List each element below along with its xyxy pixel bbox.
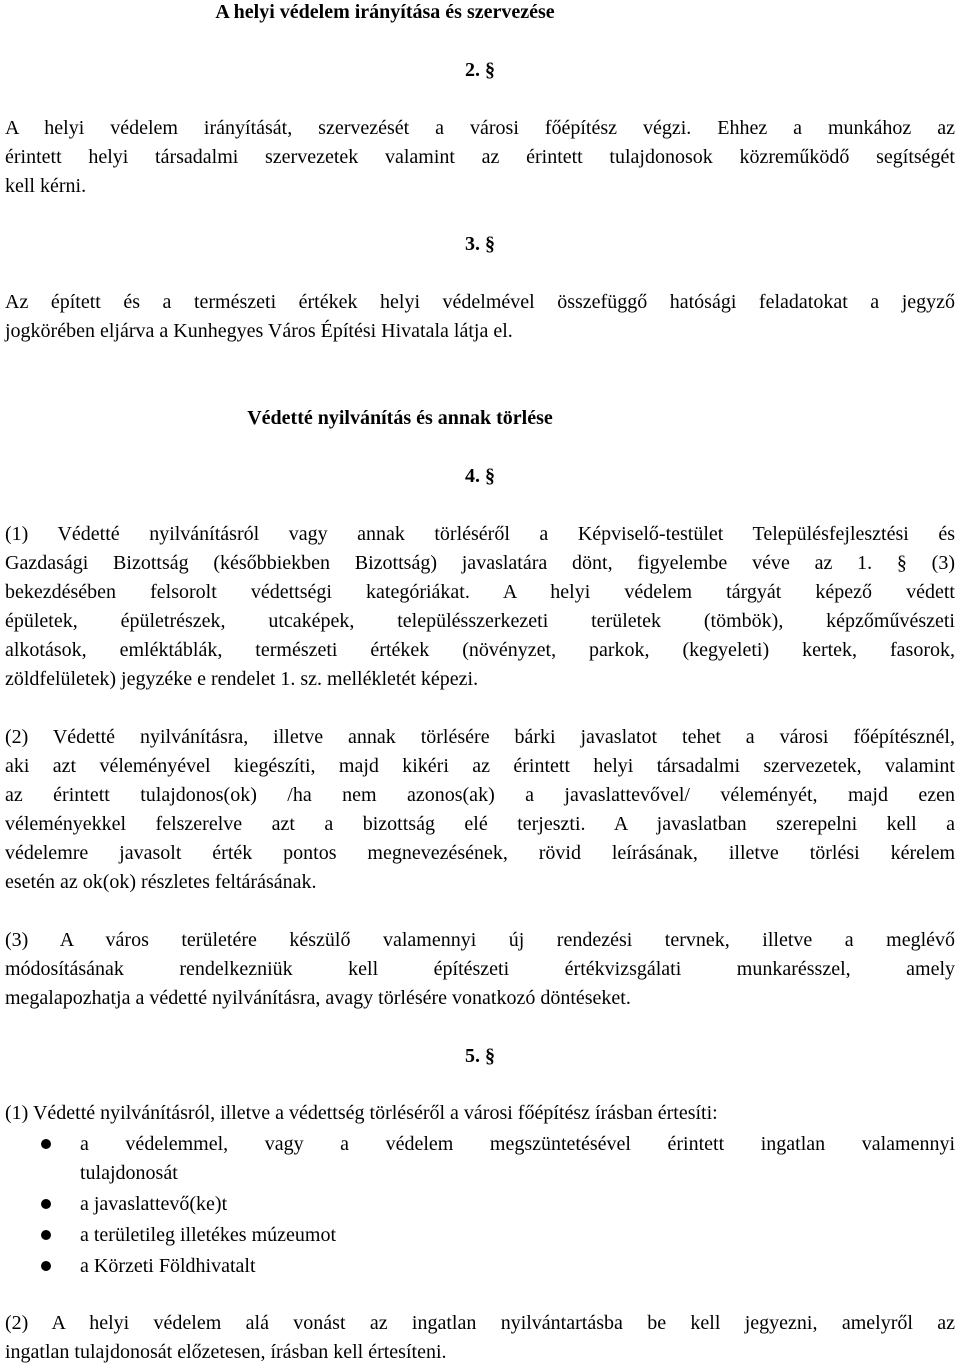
text-line: módosításának rendelkezniük kell építészeti értékvizsgálati munkarésszel, amely [5, 958, 955, 980]
bullet-text: a területileg illetékes múzeumot [80, 1224, 337, 1246]
section-heading-protection: Védetté nyilvánítás és annak törlése [247, 407, 553, 429]
text-line: (2) A helyi védelem alá vonást az ingatlan nyilvántartásba be kell jegyezni, amelyről az [5, 1312, 955, 1334]
paragraph-number-2: 2. § [465, 59, 495, 81]
bullet-icon [41, 1230, 51, 1240]
text-line: A helyi védelem irányítását, szervezését a városi főépítész végzi. Ehhez a munkához az [5, 117, 955, 139]
text-line: védelemre javasolt érték pontos megnevezésének, rövid leírásának, illetve törlési kérelem [5, 842, 955, 864]
bullet-icon [41, 1199, 51, 1209]
paragraph-number-4: 4. § [465, 465, 495, 487]
bullet-text: a Körzeti Földhivatalt [80, 1255, 256, 1277]
text-line: (3) A város területére készülő valamennyi új rendezési tervnek, illetve a meglévő [5, 929, 955, 951]
text-line: véleményekkel felszerelve azt a bizottság elé terjeszti. A javaslatban szerepelni kell a [5, 813, 955, 835]
text-line: (1) Védetté nyilvánításról vagy annak törléséről a Képviselő-testület Településfejlesztési és [5, 523, 955, 545]
section-heading-management: A helyi védelem irányítása és szervezése [215, 1, 555, 23]
text-line: aki azt véleményével kiegészíti, majd kikéri az érintett helyi társadalmi szervezetek, valamint [5, 755, 955, 777]
text-line: épületek, épületrészek, utcaképek, településszerkezeti területek (tömbök), képzőművészeti [5, 610, 955, 632]
text-line: (2) Védetté nyilvánításra, illetve annak törlésére bárki javaslatot tehet a városi főépítésznél, [5, 726, 955, 748]
text-line: érintett helyi társadalmi szervezetek valamint az érintett tulajdonosok közreműködő segítségét [5, 146, 955, 168]
text-line: megalapozhatja a védetté nyilvánításra, avagy törlésére vonatkozó döntéseket. [5, 987, 631, 1009]
text-line: alkotások, emléktáblák, természeti értékek (növényzet, parkok, (kegyeleti) kertek, fasorok, [5, 639, 955, 661]
bullet-text: a védelemmel, vagy a védelem megszüntetésével érintett ingatlan valamennyi [80, 1133, 955, 1155]
text-line: zöldfelületek) jegyzéke e rendelet 1. sz. mellékletét képezi. [5, 668, 479, 690]
text-line: Az épített és a természeti értékek helyi védelmével összefüggő hatósági feladatokat a jegyző [5, 291, 955, 313]
text-line: bekezdésében felsorolt védettségi kategóriákat. A helyi védelem tárgyát képező védett [5, 581, 955, 603]
bullet-text: tulajdonosát [80, 1162, 178, 1184]
bullet-icon [41, 1139, 51, 1149]
bullet-text: a javaslattevő(ke)t [80, 1193, 228, 1215]
bullet-icon [41, 1261, 51, 1271]
text-line: Gazdasági Bizottság (későbbiekben Bizottság) javaslatára dönt, figyelembe véve az 1. § (3) [5, 552, 955, 574]
paragraph-number-3: 3. § [465, 233, 495, 255]
text-line: kell kérni. [5, 175, 87, 197]
text-line: esetén az ok(ok) részletes feltárásának. [5, 871, 317, 893]
text-line: ingatlan tulajdonosát előzetesen, írásban kell értesíteni. [5, 1341, 447, 1363]
text-line: jogkörében eljárva a Kunhegyes Város Építési Hivatala látja el. [5, 320, 513, 342]
paragraph-number-5: 5. § [465, 1045, 495, 1067]
text-line: (1) Védetté nyilvánításról, illetve a védettség törléséről a városi főépítész írásban értesíti: [5, 1102, 718, 1124]
text-line: az érintett tulajdonos(ok) /ha nem azonos(ak) a javaslattevővel/ véleményét, majd ezen [5, 784, 955, 806]
